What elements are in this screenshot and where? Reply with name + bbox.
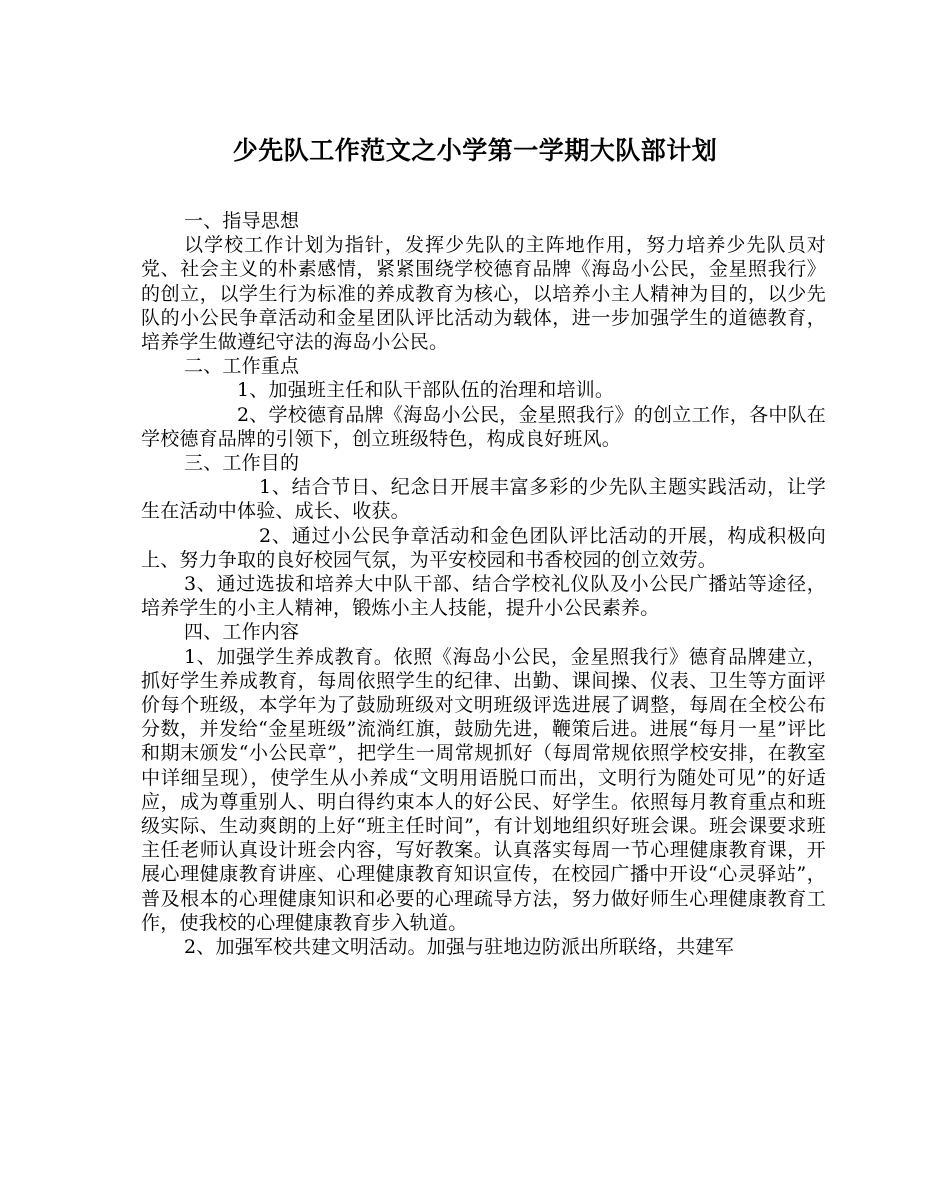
paragraph: 1、加强学生养成教育。依照《海岛小公民，金星照我行》德育品牌建立，抓好学生养成教育，每周依照学生的纪律、出勤、课间操、仪表、卫生等方面评价每个班级，本学年为了鼓励班级对文明班级评选进展了调整，每周在全校公布分数，并发给“金星班级”流淌红旗，鼓励先进，鞭策后进。进展“每月一星”评比和期末颁发“小公民章”，把学生一周常规抓好（每周常规依照学校安排，在教室中详细呈现），使学生从小养成“文明用语脱口而出，文明行为随处可见”的好适应，成为尊重别人、明白得约束本人的好公民、好学生。依照每月教育重点和班级实际、生动爽朗的上好“班主任时间”，有计划地组织好班会课。班会课要求班主任老师认真设计班会内容，写好教案。认真落实每周一节心理健康教育课，开展心理健康教育讲座、心理健康教育知识宣传，在校园广播中开设“心灵驿站”，普及根本的心理健康知识和必要的心理疏导方法，努力做好师生心理健康教育工作，使我校的心理健康教育步入轨道。 xyxy=(141,645,826,934)
paragraph: 1、结合节日、纪念日开展丰富多彩的少先队主题实践活动，让学生在活动中体验、成长、收获。 xyxy=(141,476,826,523)
section-heading: 四、工作内容 xyxy=(184,621,300,644)
paragraph: 以学校工作计划为指针，发挥少先队的主阵地作用，努力培养少先队员对党、社会主义的朴素感情，紧紧围绕学校德育品牌《海岛小公民，金星照我行》的创立，以学生行为标准的养成教育为核心，以培养小主人精神为目的，以少先队的小公民争章活动和金星团队评比活动为载体，进一步加强学生的道德教育，培养学生做遵纪守法的海岛小公民。 xyxy=(141,234,826,354)
paragraph: 1、加强班主任和队干部队伍的治理和培训。 xyxy=(237,379,615,402)
section-heading: 一、指导思想 xyxy=(184,210,300,232)
paragraph: 2、通过小公民争章活动和金色团队评比活动的开展，构成积极向上、努力争取的良好校园气氛，为平安校园和书香校园的创立效劳。 xyxy=(141,524,826,571)
document-title: 少先队工作范文之小学第一学期大队部计划 xyxy=(232,136,718,165)
paragraph: 3、通过选拔和培养大中队干部、结合学校礼仪队及小公民广播站等途径，培养学生的小主人精神，锻炼小主人技能，提升小公民素养。 xyxy=(141,573,826,620)
paragraph: 2、加强军校共建文明活动。加强与驻地边防派出所联络，共建军 xyxy=(184,936,734,959)
paragraph: 2、学校德育品牌《海岛小公民，金星照我行》的创立工作，各中队在学校德育品牌的引领下，创立班级特色，构成良好班风。 xyxy=(141,403,826,450)
section-heading: 二、工作重点 xyxy=(184,355,300,378)
document-body xyxy=(141,209,826,959)
section-heading: 三、工作目的 xyxy=(184,452,300,475)
